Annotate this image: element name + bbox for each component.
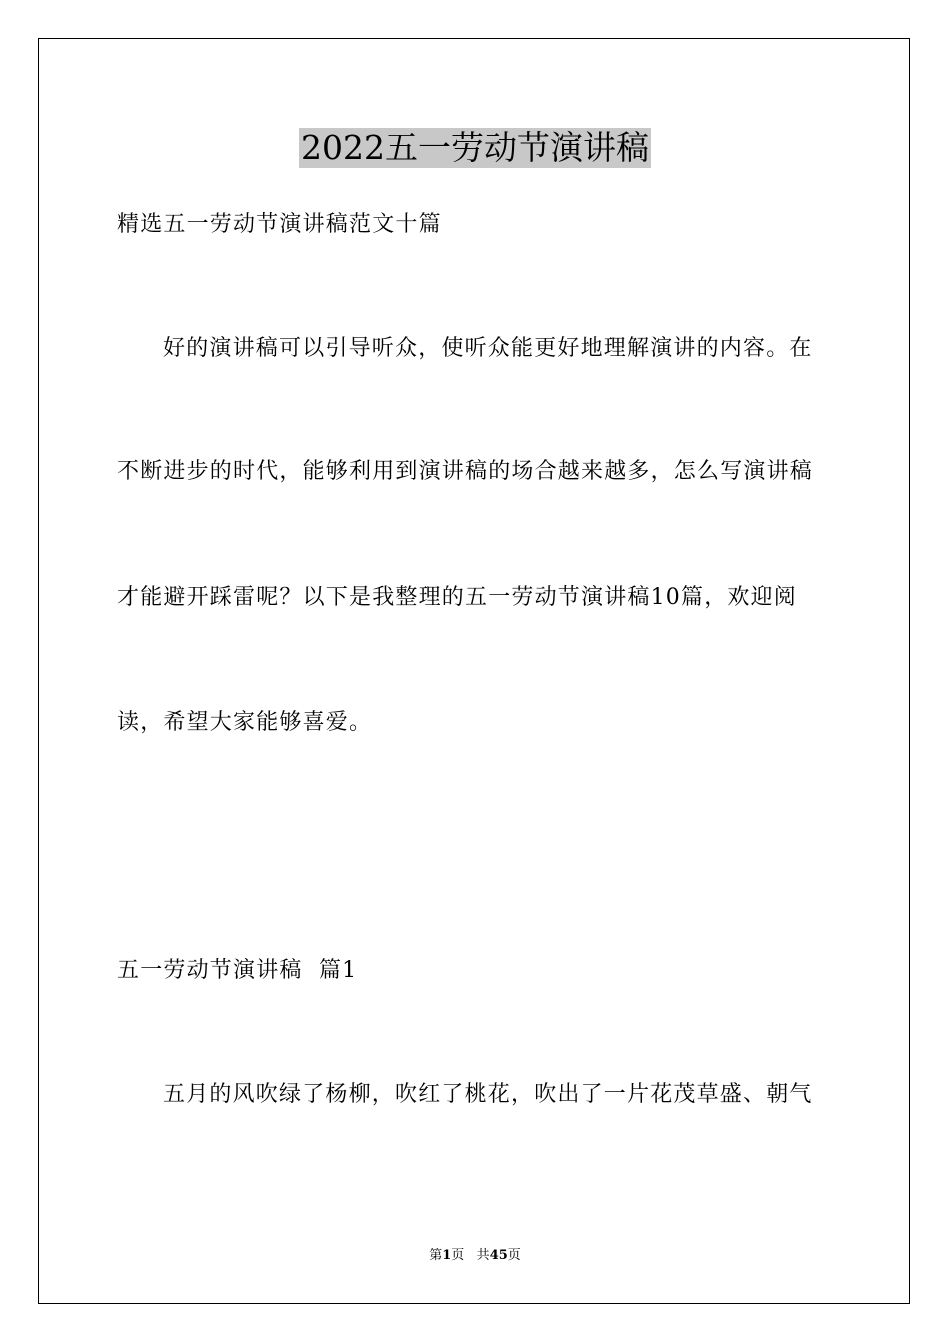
- footer-total-suffix: 页: [507, 1248, 521, 1263]
- footer-page-suffix: 页: [451, 1248, 465, 1263]
- footer-total-pages: 45: [489, 1248, 508, 1263]
- intro-line-1: 好的演讲稿可以引导听众，使听众能更好地理解演讲的内容。在: [163, 336, 813, 361]
- title-container: [0, 128, 950, 168]
- section-line-1: 五月的风吹绿了杨柳，吹红了桃花，吹出了一片花茂草盛、朝气: [163, 1082, 813, 1107]
- intro-line-2: 不断进步的时代，能够利用到演讲稿的场合越来越多，怎么写演讲稿: [117, 459, 814, 484]
- page-footer: [0, 1247, 950, 1265]
- footer-page-number: 1: [442, 1248, 452, 1263]
- intro-line-4: 读，希望大家能够喜爱。: [117, 710, 373, 735]
- footer-total-prefix: 共: [476, 1248, 490, 1263]
- document-subtitle: 精选五一劳动节演讲稿范文十篇: [117, 212, 442, 237]
- section-heading: 五一劳动节演讲稿 篇1: [117, 958, 358, 983]
- footer-prefix: 第: [429, 1248, 443, 1263]
- document-title: 2022五一劳动节演讲稿: [301, 128, 649, 167]
- intro-line-3: 才能避开踩雷呢？以下是我整理的五一劳动节演讲稿10篇，欢迎阅: [117, 585, 797, 610]
